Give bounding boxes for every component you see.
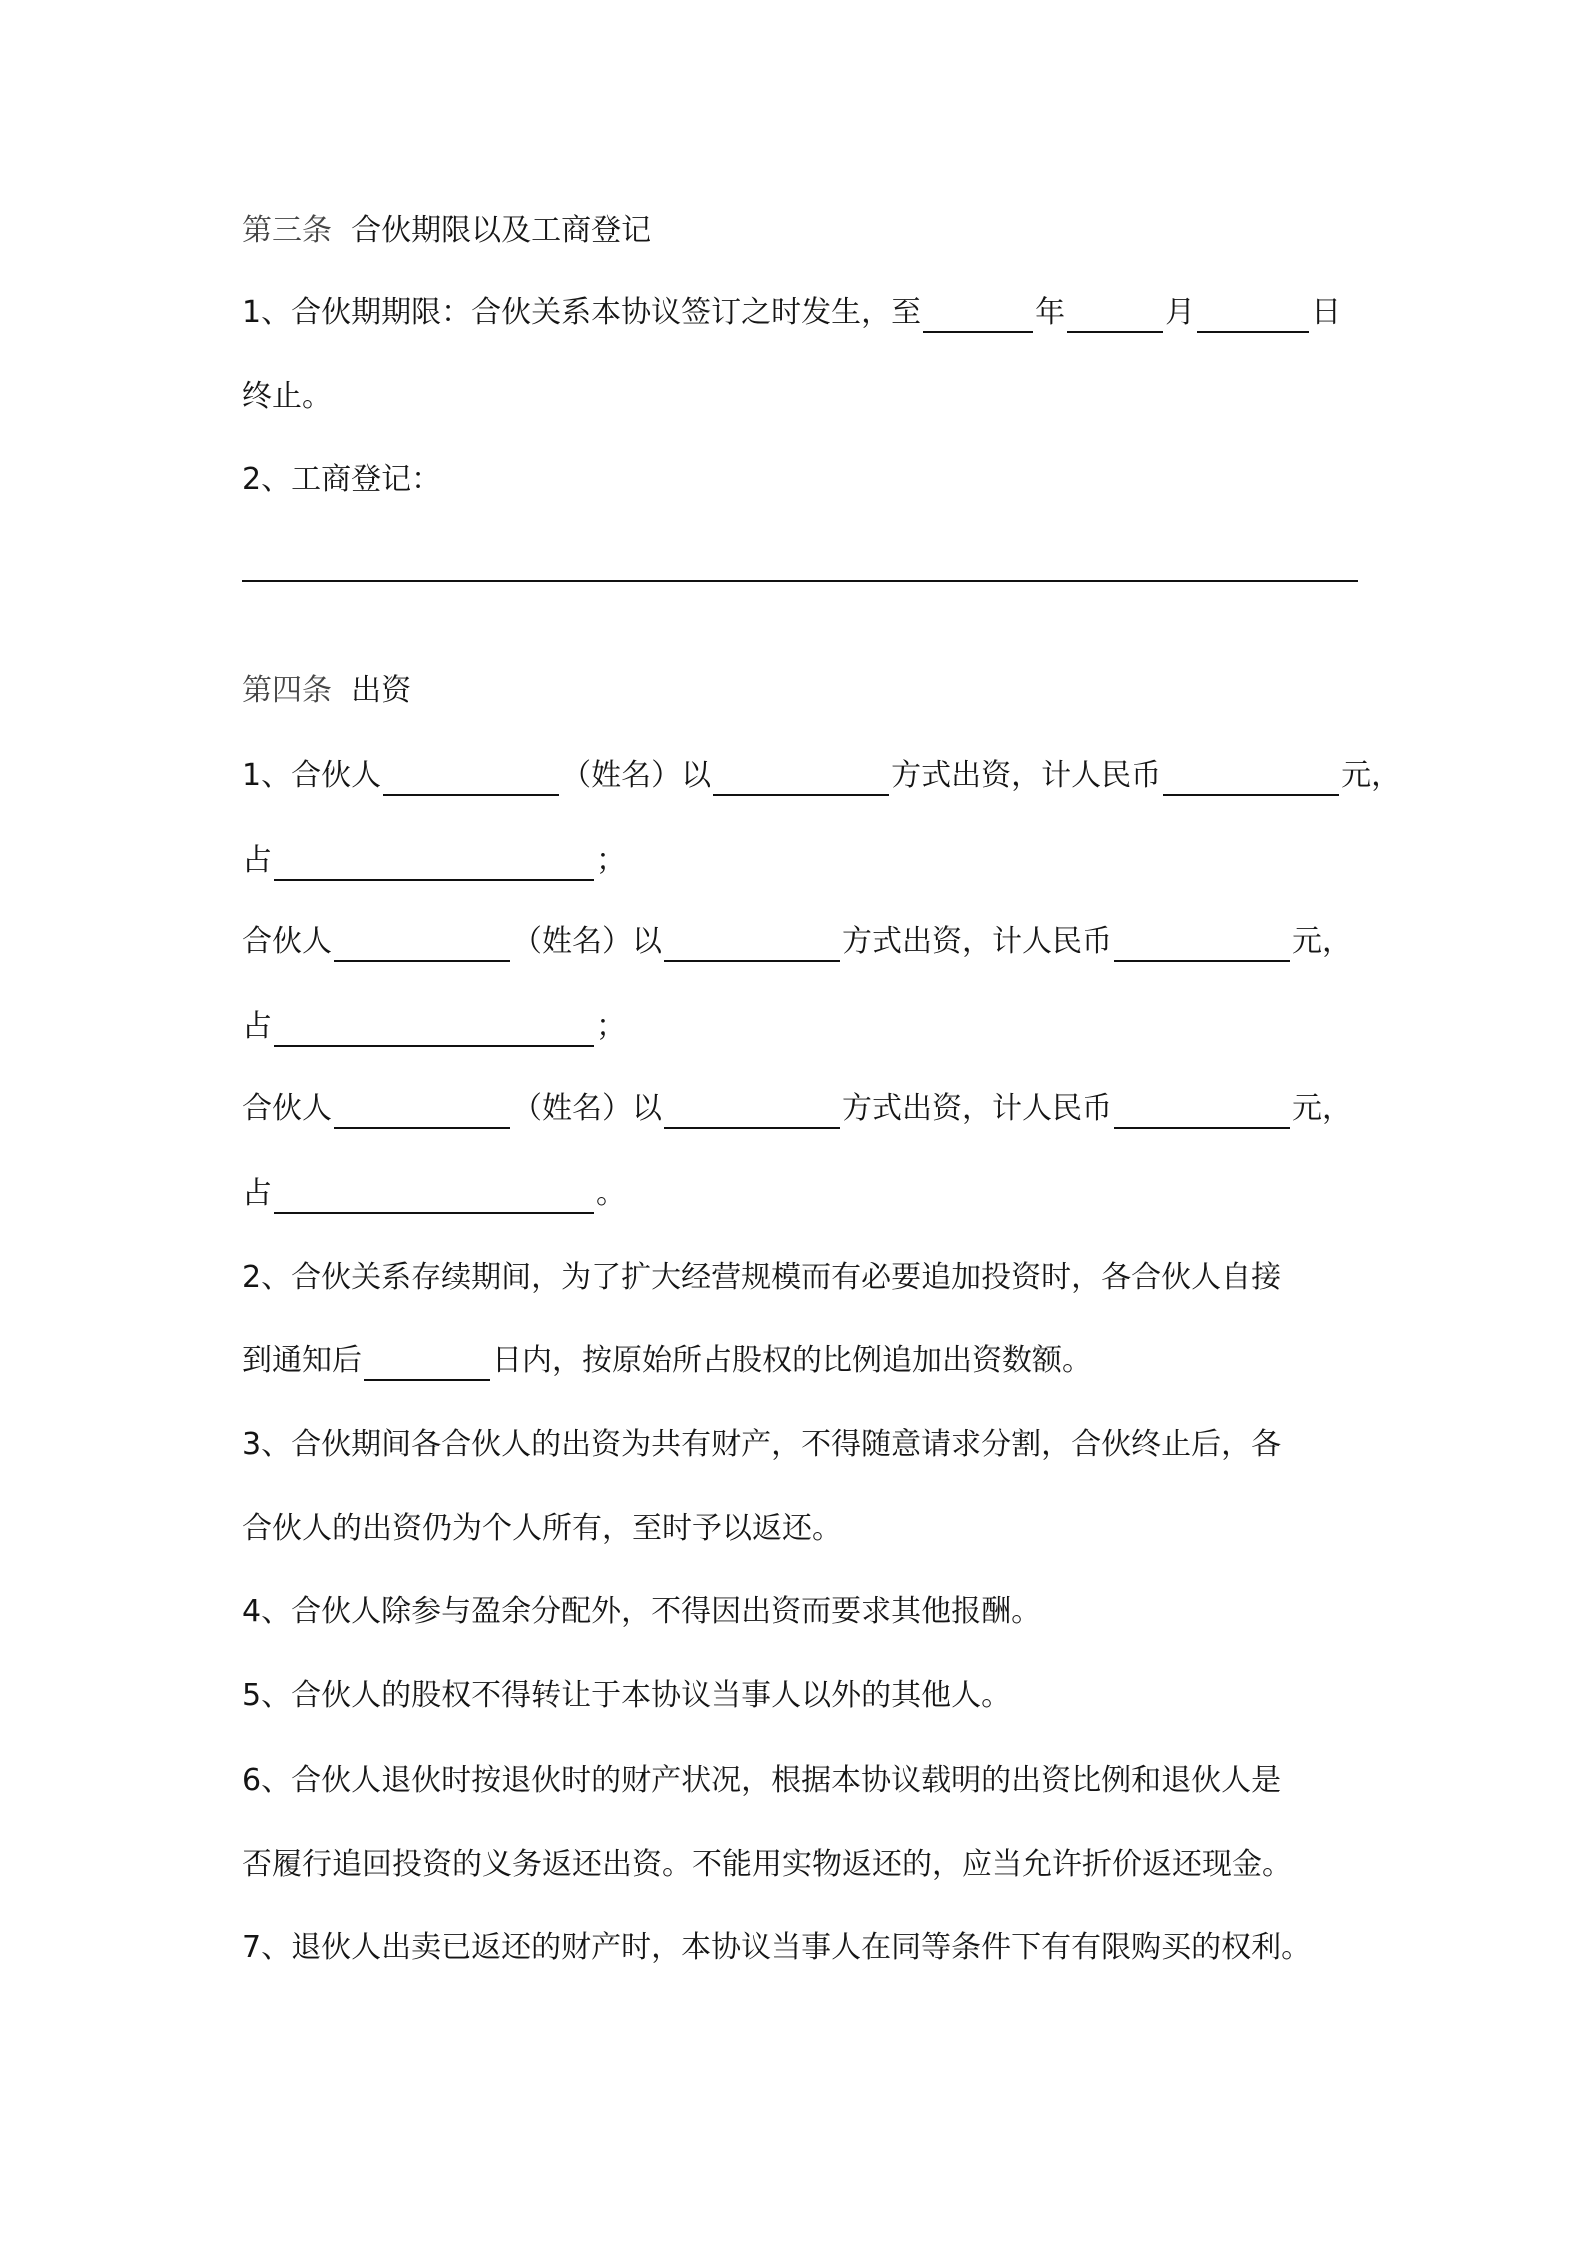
clause-text: 终止。 [242, 379, 332, 414]
clause-text: 3、合伙期间各合伙人的出资为共有财产，不得随意请求分割，合伙终止后，各 [242, 1427, 1282, 1462]
article-3-item-2: 2、工商登记： [242, 462, 442, 497]
share-blank[interactable] [274, 1180, 594, 1214]
days-blank[interactable] [364, 1347, 490, 1381]
year-blank[interactable] [923, 299, 1033, 333]
article-label: 第三条 [242, 213, 332, 248]
punctuation: ； [596, 1009, 626, 1044]
year-label: 年 [1035, 295, 1066, 330]
day-label: 日 [1311, 295, 1342, 330]
article-4-heading [242, 671, 411, 711]
share-blank[interactable] [274, 847, 594, 881]
registration-blank-line[interactable] [242, 580, 1358, 582]
partner-row [242, 1089, 1352, 1129]
partner-row [242, 756, 1401, 796]
yuan-label: 元， [1292, 924, 1352, 959]
clause-text [242, 1341, 1092, 1381]
mode-label: 方式出资，计人民币 [891, 758, 1162, 793]
partner-share-row [242, 1007, 626, 1047]
month-label: 月 [1165, 295, 1196, 330]
name-label: （姓名）以 [512, 1091, 662, 1126]
partner-name-blank[interactable] [383, 762, 559, 796]
punctuation: ； [596, 843, 626, 878]
partner-share-row [242, 1174, 626, 1214]
article-label: 第四条 [242, 673, 332, 708]
partner-row [242, 922, 1352, 962]
article-3-heading [242, 211, 651, 251]
clause-text: 4、合伙人除参与盈余分配外，不得因出资而要求其他报酬。 [242, 1594, 1042, 1629]
day-blank[interactable] [1197, 299, 1309, 333]
month-blank[interactable] [1067, 299, 1163, 333]
partner-name-blank[interactable] [334, 1095, 510, 1129]
share-label: 占 [242, 1176, 272, 1211]
partner-label: 合伙人 [242, 1091, 332, 1126]
mode-label: 方式出资，计人民币 [842, 1091, 1112, 1126]
partner-share-row [242, 841, 626, 881]
amount-blank[interactable] [1163, 762, 1339, 796]
contribution-mode-blank[interactable] [664, 1095, 840, 1129]
amount-blank[interactable] [1114, 1095, 1290, 1129]
partner-name-blank[interactable] [334, 928, 510, 962]
clause-text: 1、合伙期期限：合伙关系本协议签订之时发生，至 [242, 295, 922, 330]
amount-blank[interactable] [1114, 928, 1290, 962]
clause-text: 到通知后 [242, 1343, 362, 1378]
yuan-label: 元， [1341, 758, 1402, 793]
clause-text: 日内，按原始所占股权的比例追加出资数额。 [492, 1343, 1092, 1378]
partner-label: 合伙人 [242, 924, 332, 959]
clause-text: 5、合伙人的股权不得转让于本协议当事人以外的其他人。 [242, 1678, 1012, 1713]
share-blank[interactable] [274, 1013, 594, 1047]
contribution-mode-blank[interactable] [713, 762, 889, 796]
name-label: （姓名）以 [561, 758, 712, 793]
article-title: 合伙期限以及工商登记 [351, 213, 652, 248]
contribution-mode-blank[interactable] [664, 928, 840, 962]
clause-text: 否履行追回投资的义务返还出资。不能用实物返还的，应当允许折价返还现金。 [242, 1847, 1292, 1882]
share-label: 占 [242, 1009, 272, 1044]
article-3-item-1 [242, 293, 1341, 333]
clause-text: 6、合伙人退伙时按退伙时的财产状况，根据本协议载明的出资比例和退伙人是 [242, 1763, 1282, 1798]
article-title: 出资 [351, 673, 412, 708]
punctuation: 。 [596, 1176, 626, 1211]
share-label: 占 [242, 843, 272, 878]
mode-label: 方式出资，计人民币 [842, 924, 1112, 959]
yuan-label: 元， [1292, 1091, 1352, 1126]
clause-text: 2、合伙关系存续期间，为了扩大经营规模而有必要追加投资时，各合伙人自接 [242, 1260, 1282, 1295]
clause-text: 7、退伙人出卖已返还的财产时，本协议当事人在同等条件下有有限购买的权利。 [242, 1930, 1312, 1965]
partner-label: 1、合伙人 [242, 758, 382, 793]
name-label: （姓名）以 [512, 924, 662, 959]
clause-text: 合伙人的出资仍为个人所有，至时予以返还。 [242, 1511, 842, 1546]
